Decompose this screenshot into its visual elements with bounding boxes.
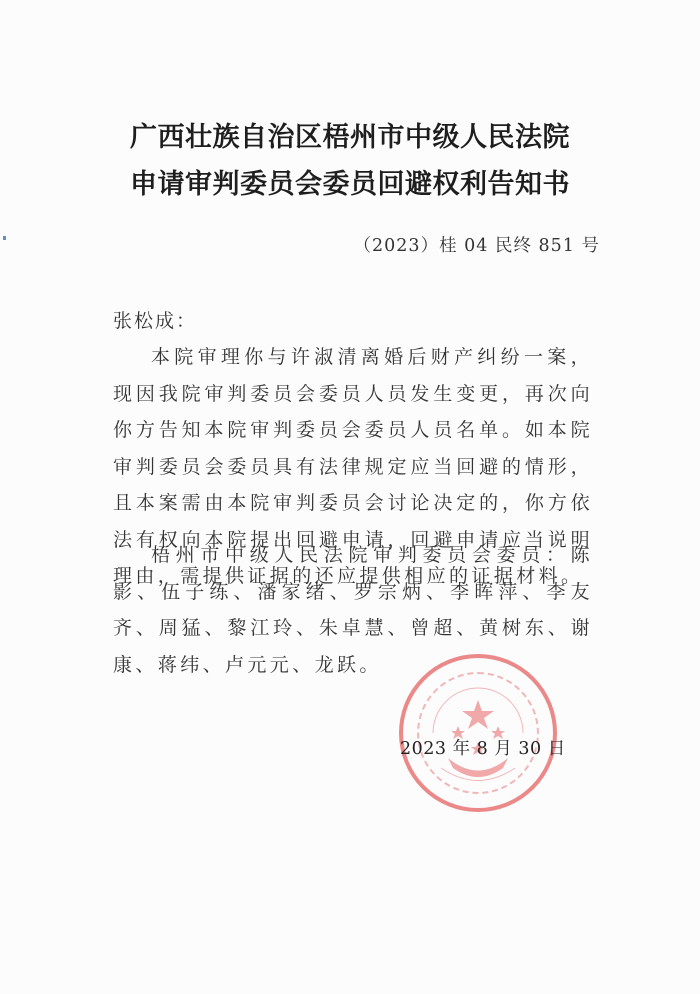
case-number: （2023）桂 04 民终 851 号 bbox=[353, 236, 600, 256]
document-title-line1: 广西壮族自治区梧州市中级人民法院 bbox=[130, 122, 570, 153]
seal-emblem-icon bbox=[403, 658, 553, 808]
court-seal-icon bbox=[399, 654, 557, 812]
issue-date: 2023 年 8 月 30 日 bbox=[400, 739, 566, 759]
addressee: 张松成： bbox=[113, 310, 198, 332]
notice-paragraph: 本院审理你与许淑清离婚后财产纠纷一案，现因我院审判委员会委员人员发生变更，再次向你方告知本院审判委员会委员人员名单。如本院审判委员会委员具有法律规定应当回避的情形，且本案需由本院审判委员会讨论决定的，你方依法有权向本院提出回避申请，回避申请应当说明理由，需提供证据的还应提供相应的证据材料。 bbox=[113, 346, 593, 587]
committee-members-paragraph: 梧州市中级人民法院审判委员会委员：陈影、伍子练、潘家绪、罗宗炳、李晖萍、李友齐、周猛、黎江玲、朱卓慧、曾超、黄树东、谢康、蒋纬、卢元元、龙跃。 bbox=[113, 544, 593, 676]
document-title-line2: 申请审判委员会委员回避权利告知书 bbox=[130, 169, 570, 200]
